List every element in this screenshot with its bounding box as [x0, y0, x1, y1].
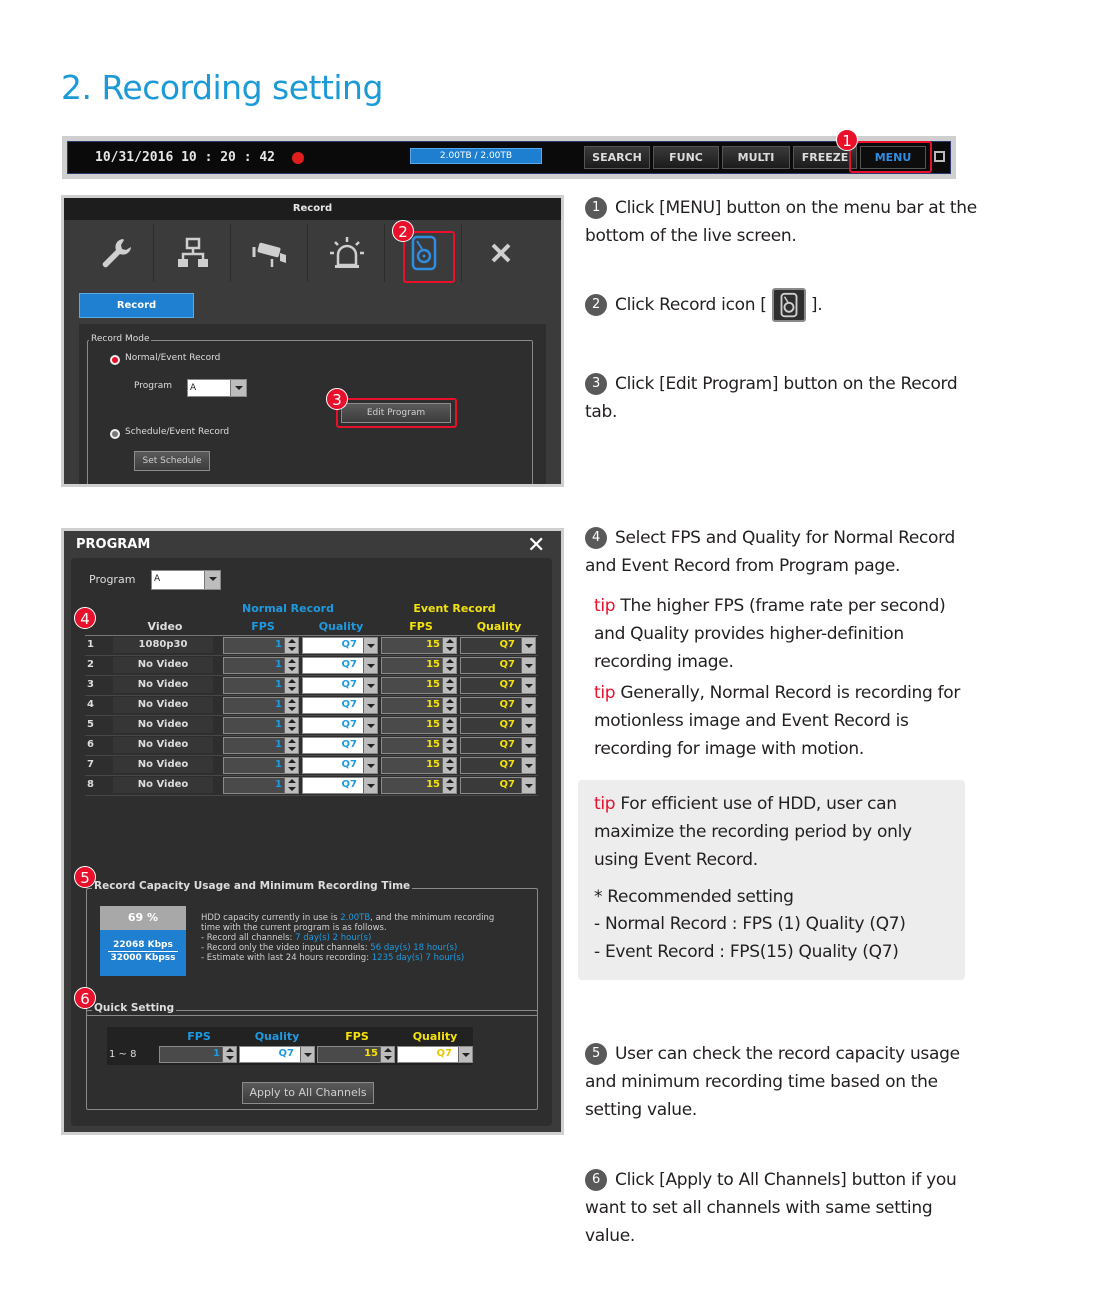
quick-event-fps-header: FPS: [345, 1030, 369, 1043]
func-button[interactable]: FUNC: [653, 146, 719, 169]
video-status: 1080p30: [113, 637, 213, 653]
event-fps-stepper[interactable]: [381, 657, 457, 674]
record-icon-inline: [772, 288, 806, 322]
event-quality-value: Q7: [499, 699, 515, 710]
table-row: [85, 736, 538, 756]
cap-line-5b: 1235 day(s) 7 hour(s): [371, 953, 465, 963]
step-3-text: Click [Edit Program] button on the Record tab.: [585, 374, 958, 422]
normal-fps-stepper[interactable]: [223, 637, 299, 654]
tip-2: [594, 679, 964, 763]
video-status: No Video: [113, 657, 213, 673]
event-fps-value: 15: [426, 679, 440, 690]
stepper-arrows-icon: [284, 678, 298, 693]
channel-number: 1: [87, 639, 94, 650]
step-2-text-b: ].: [810, 295, 823, 315]
normal-quality-value: Q7: [341, 639, 357, 650]
set-schedule-button[interactable]: Set Schedule: [134, 451, 210, 471]
step-4-number: 4: [585, 527, 607, 549]
chevron-down-icon: [300, 1047, 314, 1062]
chevron-down-icon: [521, 638, 535, 653]
stepper-arrows-icon: [284, 698, 298, 713]
event-fps-value: 15: [426, 719, 440, 730]
callout-4: 4: [74, 607, 96, 629]
close-icon[interactable]: [463, 224, 539, 282]
cap-line-1b: 2.00TB: [340, 913, 371, 923]
record-tab-content: [79, 324, 546, 484]
normal-fps-value: 1: [275, 739, 282, 750]
chevron-down-icon: [204, 571, 220, 589]
bitrate-divider: [108, 951, 178, 952]
cap-line-5a: - Estimate with last 24 hours recording:: [201, 953, 372, 963]
tip-1-text: The higher FPS (frame rate per second) and Quality provides higher-definition recording image.: [594, 596, 946, 672]
normal-quality-select[interactable]: [302, 717, 378, 734]
stepper-arrows-icon: [442, 758, 456, 773]
event-quality-select[interactable]: [460, 637, 536, 654]
stepper-arrows-icon: [284, 658, 298, 673]
cap-line-1a: HDD capacity currently in use is: [201, 913, 341, 923]
event-quality-select[interactable]: [460, 657, 536, 674]
normal-quality-select[interactable]: [302, 697, 378, 714]
quick-range: 1 ~ 8: [109, 1049, 137, 1060]
normal-fps-value: 1: [275, 719, 282, 730]
tip-1-word: tip: [594, 596, 616, 616]
event-fps-stepper[interactable]: [381, 757, 457, 774]
chevron-down-icon: [521, 678, 535, 693]
normal-quality-value: Q7: [341, 659, 357, 670]
normal-quality-value: Q7: [341, 719, 357, 730]
normal-fps-value: 1: [275, 659, 282, 670]
channel-number: 6: [87, 739, 94, 750]
step-5-text: User can check the record capacity usage and minimum recording time based on the setting value.: [585, 1044, 960, 1120]
search-button[interactable]: SEARCH: [584, 146, 650, 169]
event-quality-select[interactable]: [460, 777, 536, 794]
table-row: [85, 716, 538, 736]
normal-fps-stepper[interactable]: [223, 737, 299, 754]
chevron-down-icon: [363, 778, 377, 793]
normal-fps-value: 1: [275, 779, 282, 790]
record-panel-title: Record: [64, 198, 561, 220]
event-quality-select[interactable]: [460, 757, 536, 774]
capacity-label: Record Capacity Usage and Minimum Recording Time: [94, 880, 411, 892]
capacity-text: [201, 913, 531, 963]
step-6: [585, 1166, 985, 1250]
callout-1: 1: [836, 129, 858, 151]
menubar: [67, 141, 951, 174]
program-select-value: A: [154, 574, 161, 584]
quick-normal-quality-select[interactable]: [239, 1046, 315, 1063]
program-select-value: A: [190, 383, 197, 393]
network-icon[interactable]: [155, 224, 231, 282]
table-row: [85, 696, 538, 716]
menu-button[interactable]: MENU: [860, 146, 926, 169]
normal-quality-value: Q7: [341, 739, 357, 750]
channel-number: 7: [87, 759, 94, 770]
multi-button[interactable]: MULTI: [722, 146, 790, 169]
schedule-event-radio[interactable]: [110, 429, 120, 439]
quick-normal-quality-value: Q7: [278, 1048, 294, 1059]
quick-normal-quality-header: Quality: [254, 1030, 300, 1043]
event-fps-stepper[interactable]: [381, 777, 457, 794]
event-fps-stepper[interactable]: [381, 697, 457, 714]
event-fps-header: FPS: [409, 620, 433, 633]
step-3: [585, 370, 985, 426]
normal-event-radio[interactable]: [110, 355, 120, 365]
event-quality-value: Q7: [499, 679, 515, 690]
stepper-arrows-icon: [442, 738, 456, 753]
event-quality-select[interactable]: [460, 677, 536, 694]
cap-line-4: [201, 943, 531, 953]
normal-record-header: Normal Record: [242, 602, 334, 615]
record-mode-label: Record Mode: [91, 334, 150, 344]
stepper-arrows-icon: [284, 718, 298, 733]
channel-number: 3: [87, 679, 94, 690]
normal-event-label: Normal/Event Record: [125, 353, 221, 363]
step-1-text: Click [MENU] button on the menu bar at the bottom of the live screen.: [585, 198, 977, 246]
step-2-number: 2: [585, 294, 607, 316]
tip-3-text: For efficient use of HDD, user can maximize the recording period by only using Event Record.: [594, 794, 912, 870]
step-2-text-a: Click Record icon [: [615, 295, 767, 315]
normal-fps-header: FPS: [251, 620, 275, 633]
event-quality-value: Q7: [499, 719, 515, 730]
event-record-header: Event Record: [413, 602, 496, 615]
event-fps-value: 15: [426, 659, 440, 670]
stepper-arrows-icon: [284, 738, 298, 753]
event-fps-stepper[interactable]: [381, 637, 457, 654]
event-quality-value: Q7: [499, 779, 515, 790]
usage-percent: 69 %: [100, 906, 186, 930]
normal-quality-value: Q7: [341, 779, 357, 790]
stepper-arrows-icon: [442, 678, 456, 693]
chevron-down-icon: [363, 658, 377, 673]
normal-fps-value: 1: [275, 639, 282, 650]
event-quality-select[interactable]: [460, 717, 536, 734]
program-label: Program: [89, 573, 136, 586]
normal-fps-stepper[interactable]: [223, 677, 299, 694]
tip-2-word: tip: [594, 683, 616, 703]
callout-5: 5: [74, 866, 96, 888]
normal-quality-value: Q7: [341, 679, 357, 690]
bitrate-current: 22068 Kbps: [113, 940, 173, 950]
stepper-arrows-icon: [442, 778, 456, 793]
record-icon-highlight: [403, 231, 455, 283]
normal-fps-stepper[interactable]: [223, 757, 299, 774]
stepper-arrows-icon: [380, 1047, 394, 1062]
stepper-arrows-icon: [442, 638, 456, 653]
stepper-arrows-icon: [442, 698, 456, 713]
chevron-down-icon: [521, 718, 535, 733]
event-quality-select[interactable]: [460, 697, 536, 714]
event-quality-value: Q7: [499, 739, 515, 750]
cap-line-3: [201, 933, 531, 943]
stepper-arrows-icon: [442, 718, 456, 733]
apply-to-all-channels-button[interactable]: Apply to All Channels: [242, 1082, 374, 1104]
chevron-down-icon: [521, 778, 535, 793]
alarm-icon[interactable]: [309, 224, 385, 282]
chevron-down-icon: [521, 738, 535, 753]
wrench-icon[interactable]: [78, 224, 154, 282]
camera-icon[interactable]: [232, 224, 308, 282]
bitrate-box: [100, 930, 186, 976]
channel-number: 5: [87, 719, 94, 730]
video-status: No Video: [113, 777, 213, 793]
cap-line-5: [201, 953, 531, 963]
tab-record[interactable]: Record: [79, 293, 194, 318]
edit-program-button[interactable]: Edit Program: [341, 403, 451, 423]
normal-quality-select[interactable]: [302, 657, 378, 674]
normal-quality-value: Q7: [341, 759, 357, 770]
normal-fps-value: 1: [275, 759, 282, 770]
table-row: [85, 756, 538, 776]
cap-line-2: time with the current program is as follows.: [201, 923, 387, 933]
page-title: 2. Recording setting: [61, 68, 383, 107]
event-fps-stepper[interactable]: [381, 677, 457, 694]
chevron-down-icon: [458, 1047, 472, 1062]
normal-quality-select[interactable]: [302, 637, 378, 654]
step-4: [585, 524, 985, 580]
schedule-event-label: Schedule/Event Record: [125, 427, 230, 437]
stepper-arrows-icon: [284, 638, 298, 653]
quick-event-fps-stepper[interactable]: [317, 1046, 395, 1063]
callout-3: 3: [326, 388, 348, 410]
program-content: [71, 558, 552, 1126]
step-4-text: Select FPS and Quality for Normal Record and Event Record from Program page.: [585, 528, 956, 576]
video-column-header: Video: [147, 620, 183, 633]
step-2: [585, 288, 985, 322]
quick-event-quality-select[interactable]: [397, 1046, 473, 1063]
normal-fps-stepper[interactable]: [223, 657, 299, 674]
callout-6: 6: [74, 987, 96, 1009]
channel-number: 8: [87, 779, 94, 790]
video-status: No Video: [113, 737, 213, 753]
quick-normal-fps-header: FPS: [187, 1030, 211, 1043]
cap-line-3a: - Record all channels:: [201, 933, 296, 943]
chevron-down-icon: [363, 638, 377, 653]
event-fps-value: 15: [426, 639, 440, 650]
stepper-arrows-icon: [442, 658, 456, 673]
program-select[interactable]: [151, 570, 221, 590]
tip-3-word: tip: [594, 794, 616, 814]
cap-line-4b: 56 day(s) 18 hour(s): [370, 943, 458, 953]
video-status: No Video: [113, 757, 213, 773]
quick-event-quality-value: Q7: [436, 1048, 452, 1059]
chevron-down-icon: [363, 738, 377, 753]
step-5-number: 5: [585, 1043, 607, 1065]
record-status-dot: [292, 152, 304, 164]
recommended-setting: * Recommended setting: [594, 887, 794, 907]
record-panel: [64, 198, 561, 484]
quick-setting-label: Quick Setting: [94, 1002, 175, 1014]
video-status: No Video: [113, 717, 213, 733]
event-fps-stepper[interactable]: [381, 737, 457, 754]
chevron-down-icon: [363, 718, 377, 733]
step-6-number: 6: [585, 1169, 607, 1191]
video-status: No Video: [113, 697, 213, 713]
table-row: [85, 656, 538, 676]
stepper-arrows-icon: [284, 778, 298, 793]
step-5: [585, 1040, 985, 1124]
menubar-datetime: 10/31/2016 10 : 20 : 42: [95, 150, 276, 165]
event-fps-value: 15: [426, 739, 440, 750]
step-3-number: 3: [585, 373, 607, 395]
cap-line-4a: - Record only the video input channels:: [201, 943, 371, 953]
cap-line-1: [201, 913, 531, 923]
hdd-usage-bar: 2.00TB / 2.00TB: [410, 148, 542, 164]
event-quality-header: Quality: [476, 620, 522, 633]
tip-1: [594, 592, 964, 676]
bitrate-max: 32000 Kbpss: [110, 953, 176, 963]
normal-quality-select[interactable]: [302, 737, 378, 754]
normal-fps-stepper[interactable]: [223, 717, 299, 734]
recommended-normal: - Normal Record : FPS (1) Quality (Q7): [594, 914, 906, 934]
event-fps-stepper[interactable]: [381, 717, 457, 734]
quick-event-quality-header: Quality: [412, 1030, 458, 1043]
menu-highlight: [849, 141, 932, 173]
normal-quality-select[interactable]: [302, 677, 378, 694]
channel-number: 4: [87, 699, 94, 710]
chevron-down-icon: [521, 658, 535, 673]
normal-quality-value: Q7: [341, 699, 357, 710]
square-icon[interactable]: [934, 151, 945, 162]
tip-3: [594, 790, 954, 874]
freeze-button[interactable]: FREEZE: [793, 146, 857, 169]
chevron-down-icon: [521, 758, 535, 773]
step-1-number: 1: [585, 197, 607, 219]
recommended-event: - Event Record : FPS(15) Quality (Q7): [594, 942, 899, 962]
tip-2-text: Generally, Normal Record is recording for motionless image and Event Record is recording for image with motion.: [594, 683, 961, 759]
event-quality-select[interactable]: [460, 737, 536, 754]
program-panel-title: PROGRAM: [76, 537, 151, 552]
callout-2: 2: [392, 220, 414, 242]
table-row: [85, 676, 538, 696]
normal-fps-stepper[interactable]: [223, 777, 299, 794]
normal-fps-value: 1: [275, 679, 282, 690]
program-select[interactable]: [187, 379, 247, 397]
quick-event-fps-value: 15: [364, 1048, 378, 1059]
stepper-arrows-icon: [222, 1047, 236, 1062]
normal-fps-stepper[interactable]: [223, 697, 299, 714]
step-6-text: Click [Apply to All Channels] button if you want to set all channels with same setting value.: [585, 1170, 957, 1246]
table-row: [85, 636, 538, 656]
close-icon[interactable]: ✕: [527, 533, 546, 558]
event-quality-value: Q7: [499, 639, 515, 650]
stepper-arrows-icon: [284, 758, 298, 773]
event-fps-value: 15: [426, 699, 440, 710]
cap-line-1c: , and the minimum recording: [370, 913, 495, 923]
chevron-down-icon: [230, 380, 246, 396]
normal-quality-select[interactable]: [302, 757, 378, 774]
event-quality-value: Q7: [499, 659, 515, 670]
table-row: [85, 776, 538, 796]
chevron-down-icon: [363, 698, 377, 713]
channel-number: 2: [87, 659, 94, 670]
chevron-down-icon: [521, 698, 535, 713]
quick-normal-fps-stepper[interactable]: [159, 1046, 237, 1063]
chevron-down-icon: [363, 678, 377, 693]
event-quality-value: Q7: [499, 759, 515, 770]
event-fps-value: 15: [426, 759, 440, 770]
step-1: [585, 194, 985, 250]
normal-quality-select[interactable]: [302, 777, 378, 794]
video-status: No Video: [113, 677, 213, 693]
normal-quality-header: Quality: [318, 620, 364, 633]
quick-normal-fps-value: 1: [213, 1048, 220, 1059]
chevron-down-icon: [363, 758, 377, 773]
edit-program-highlight: [336, 398, 457, 428]
normal-fps-value: 1: [275, 699, 282, 710]
program-label: Program: [134, 381, 172, 391]
event-fps-value: 15: [426, 779, 440, 790]
cap-line-3b: 7 day(s) 2 hour(s): [295, 933, 372, 943]
program-panel: [64, 531, 561, 1132]
